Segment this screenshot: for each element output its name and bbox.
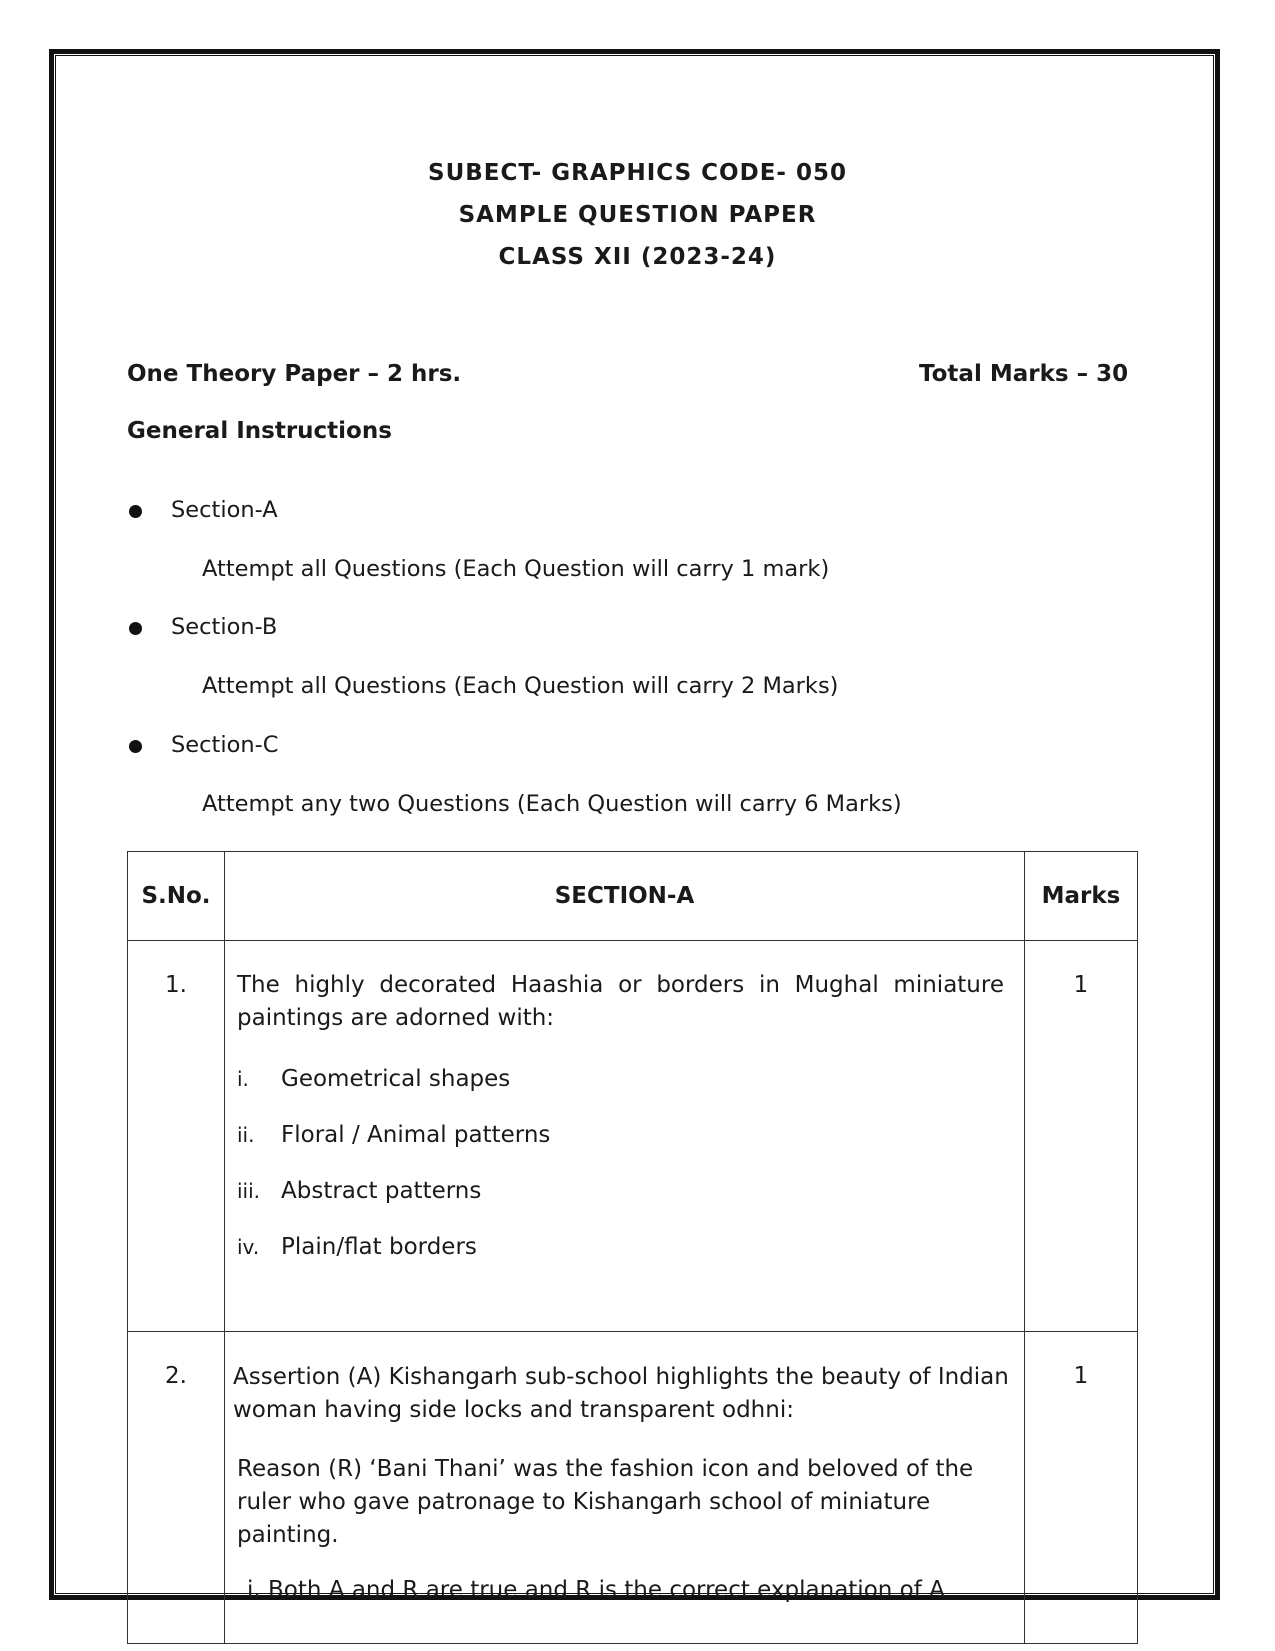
- instruction-section-c: Section-C: [171, 732, 279, 758]
- instruction-section-b-detail: Attempt all Questions (Each Question will carry 2 Marks): [202, 673, 839, 699]
- option-number: i.: [237, 1067, 249, 1091]
- option-text: Abstract patterns: [281, 1178, 482, 1204]
- instruction-section-a: Section-A: [171, 497, 278, 523]
- instruction-section-b: Section-B: [171, 614, 278, 640]
- paper-total-marks: Total Marks – 30: [919, 361, 1129, 387]
- paper-type-title: SAMPLE QUESTION PAPER: [458, 202, 817, 228]
- option-text: Floral / Animal patterns: [281, 1122, 551, 1148]
- bullet-icon: [129, 505, 142, 518]
- instructions-heading: General Instructions: [127, 418, 392, 444]
- option-item: [233, 1574, 1014, 1607]
- question-number: 2.: [128, 1332, 225, 1644]
- option-number: i.: [247, 1577, 261, 1603]
- option-number: iv.: [237, 1235, 260, 1259]
- instruction-section-c-detail: Attempt any two Questions (Each Question will carry 6 Marks): [202, 791, 902, 817]
- instruction-section-a-detail: Attempt all Questions (Each Question will carry 1 mark): [202, 556, 830, 582]
- table-row: [128, 941, 1138, 1332]
- question-marks: 1: [1025, 941, 1138, 1332]
- option-text: Both A and R are true and R is the correct explanation of A: [268, 1577, 945, 1603]
- option-number: ii.: [237, 1123, 255, 1147]
- assertion-text: Assertion (A) Kishangarh sub-school highlights the beauty of Indian woman having side locks and transparent odhni:: [233, 1364, 1009, 1423]
- reason-text: Reason (R) ‘Bani Thani’ was the fashion icon and beloved of the ruler who gave patronage to Kishangarh school of miniature painting.: [237, 1456, 974, 1548]
- question-table: [127, 851, 1138, 1644]
- paper-subject-title: SUBECT- GRAPHICS CODE- 050: [428, 160, 847, 186]
- question-marks: 1: [1025, 1332, 1138, 1644]
- question-cell: [225, 1332, 1025, 1644]
- header-section: SECTION-A: [225, 852, 1025, 941]
- paper-class-title: CLASS XII (2023-24): [498, 244, 777, 270]
- header-sno: S.No.: [128, 852, 225, 941]
- bullet-icon: [129, 740, 142, 753]
- table-header-row: [128, 852, 1138, 941]
- question-text-line: The highly decorated Haashia or borders in Mughal miniature: [237, 972, 1004, 998]
- option-text: Plain/flat borders: [281, 1234, 477, 1260]
- question-cell: [225, 941, 1025, 1332]
- option-text: Geometrical shapes: [281, 1066, 511, 1092]
- paper-duration: One Theory Paper – 2 hrs.: [127, 361, 462, 387]
- bullet-icon: [129, 622, 142, 635]
- header-marks: Marks: [1025, 852, 1138, 941]
- option-number: iii.: [237, 1179, 261, 1203]
- question-text-line: paintings are adorned with:: [237, 1005, 555, 1031]
- question-number: 1.: [128, 941, 225, 1332]
- option-item: [237, 1063, 1004, 1096]
- option-item: [237, 1175, 1004, 1208]
- option-item: [237, 1119, 1004, 1152]
- option-item: [237, 1231, 1004, 1264]
- table-row: [128, 1332, 1138, 1644]
